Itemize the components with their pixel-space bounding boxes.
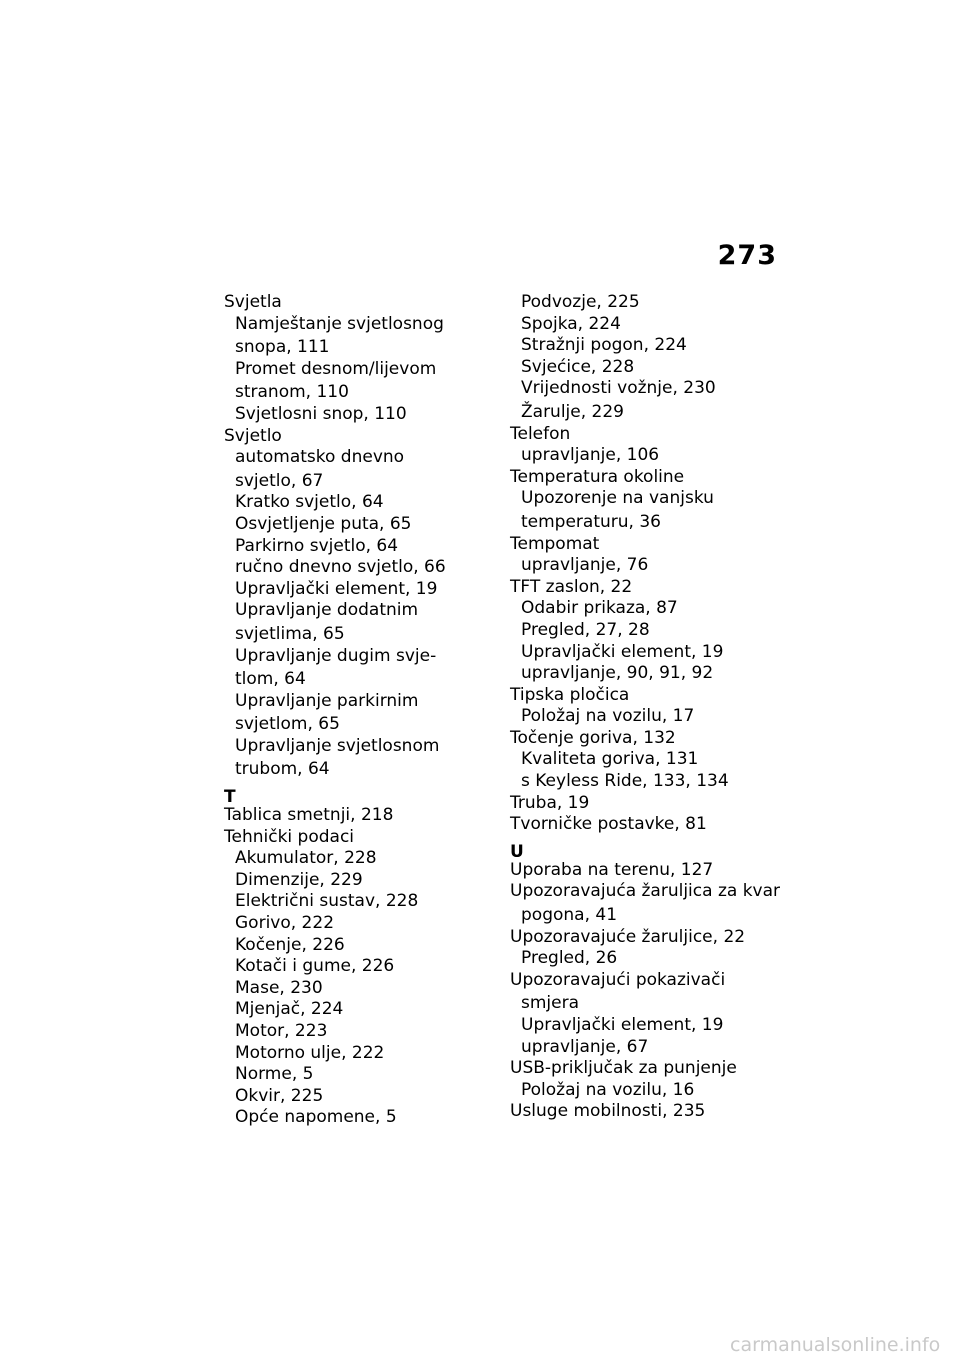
index-subentry: Okvir, 225 — [235, 1085, 324, 1106]
index-subentry: Upravljanje svjetlosnom — [235, 735, 440, 756]
index-entry: Upozoravajuće žaruljice, 22 — [510, 926, 746, 947]
index-subentry: snopa, 111 — [235, 337, 330, 358]
index-subentry: svjetlo, 67 — [235, 470, 324, 491]
index-subentry: Vrijednosti vožnje, 230 — [521, 378, 716, 399]
index-entry: Uporaba na terenu, 127 — [510, 859, 714, 880]
index-subentry: Mase, 230 — [235, 977, 323, 998]
index-subentry: smjera — [521, 993, 580, 1014]
index-subentry: Podvozje, 225 — [521, 292, 640, 312]
index-subentry: Položaj na vozilu, 17 — [521, 706, 695, 727]
index-entry: Temperatura okoline — [510, 466, 685, 487]
index-subentry: Motorno ulje, 222 — [235, 1042, 385, 1063]
index-entry: Truba, 19 — [510, 792, 590, 813]
index-subentry: Kočenje, 226 — [235, 934, 345, 955]
section-letter: T — [224, 787, 236, 808]
index-entry: Tehnički podaci — [224, 826, 355, 847]
section-letter: U — [510, 841, 524, 862]
index-subentry: Svjetlosni snop, 110 — [235, 403, 407, 424]
index-entry: Točenje goriva, 132 — [510, 727, 676, 748]
index-subentry: Motor, 223 — [235, 1021, 328, 1041]
index-subentry: temperaturu, 36 — [521, 511, 661, 532]
index-subentry: Upravljački element, 19 — [521, 1015, 724, 1035]
index-entry: Upozoravajuća žaruljica za kvar — [510, 881, 781, 902]
index-entry: Usluge mobilnosti, 235 — [510, 1101, 706, 1122]
index-subentry: Odabir prikaza, 87 — [521, 598, 678, 619]
index-subentry: Norme, 5 — [235, 1064, 314, 1085]
index-entry: Svjetlo — [224, 425, 282, 446]
index-subentry: automatsko dnevno — [235, 447, 405, 468]
index-subentry: Kvaliteta goriva, 131 — [521, 749, 699, 770]
index-subentry: upravljanje, 90, 91, 92 — [521, 663, 714, 684]
index-subentry: Parkirno svjetlo, 64 — [235, 535, 399, 556]
index-subentry: Kratko svjetlo, 64 — [235, 492, 384, 513]
index-subentry: tlom, 64 — [235, 669, 306, 690]
index-entry: Tablica smetnji, 218 — [224, 805, 394, 826]
index-subentry: Upravljački element, 19 — [521, 641, 724, 662]
index-subentry: upravljanje, 67 — [521, 1036, 649, 1057]
index-subentry: Kotači i gume, 226 — [235, 956, 395, 977]
index-subentry: Upravljanje parkirnim — [235, 690, 419, 711]
index-subentry: Pregled, 26 — [521, 948, 618, 969]
index-entry: USB-priključak za punjenje — [510, 1058, 737, 1079]
index-subentry: Stražnji pogon, 224 — [521, 335, 687, 356]
index-subentry: Akumulator, 228 — [235, 848, 377, 869]
index-subentry: Spojka, 224 — [521, 313, 621, 334]
index-subentry: svjetlima, 65 — [235, 623, 345, 644]
index-subentry: Pregled, 27, 28 — [521, 619, 650, 640]
page-number: 273 — [717, 240, 777, 271]
index-subentry: trubom, 64 — [235, 759, 330, 780]
index-entry: Tempomat — [510, 533, 600, 554]
index-subentry: Opće napomene, 5 — [235, 1107, 397, 1128]
index-subentry: Promet desnom/lijevom — [235, 358, 437, 379]
index-subentry: Gorivo, 222 — [235, 913, 335, 934]
index-subentry: pogona, 41 — [521, 905, 618, 926]
index-subentry: Žarulje, 229 — [521, 401, 624, 422]
index-subentry: upravljanje, 106 — [521, 445, 660, 466]
index-entry: Tipska pločica — [510, 684, 630, 705]
index-entry: Svjetla — [224, 292, 282, 312]
index-subentry: Električni sustav, 228 — [235, 891, 419, 912]
index-entry: Telefon — [510, 423, 571, 444]
index-subentry: ručno dnevno svjetlo, 66 — [235, 557, 446, 578]
index-subentry: svjetlom, 65 — [235, 714, 340, 735]
index-subentry: stranom, 110 — [235, 382, 349, 403]
index-subentry: Upravljački element, 19 — [235, 578, 438, 599]
index-subentry: Upravljanje dugim svje- — [235, 645, 437, 666]
index-subentry: upravljanje, 76 — [521, 555, 649, 576]
index-subentry: Položaj na vozilu, 16 — [521, 1079, 695, 1100]
index-subentry: Mjenjač, 224 — [235, 999, 344, 1020]
index-entry: Upozoravajući pokazivači — [510, 969, 726, 990]
index-column-left — [224, 292, 504, 1129]
index-subentry: Upozorenje na vanjsku — [521, 488, 714, 509]
index-entry: TFT zaslon, 22 — [510, 576, 633, 597]
index-subentry: s Keyless Ride, 133, 134 — [521, 771, 729, 792]
watermark-footer: carmanualsonline.info — [730, 1334, 941, 1356]
index-entry: Tvorničke postavke, 81 — [510, 814, 707, 835]
index-subentry: Namještanje svjetlosnog — [235, 313, 444, 334]
index-column-right — [510, 292, 790, 1123]
index-subentry: Dimenzije, 229 — [235, 869, 363, 890]
index-subentry: Osvjetljenje puta, 65 — [235, 513, 412, 534]
index-subentry: Upravljanje dodatnim — [235, 600, 419, 621]
index-subentry: Svjećice, 228 — [521, 356, 635, 377]
